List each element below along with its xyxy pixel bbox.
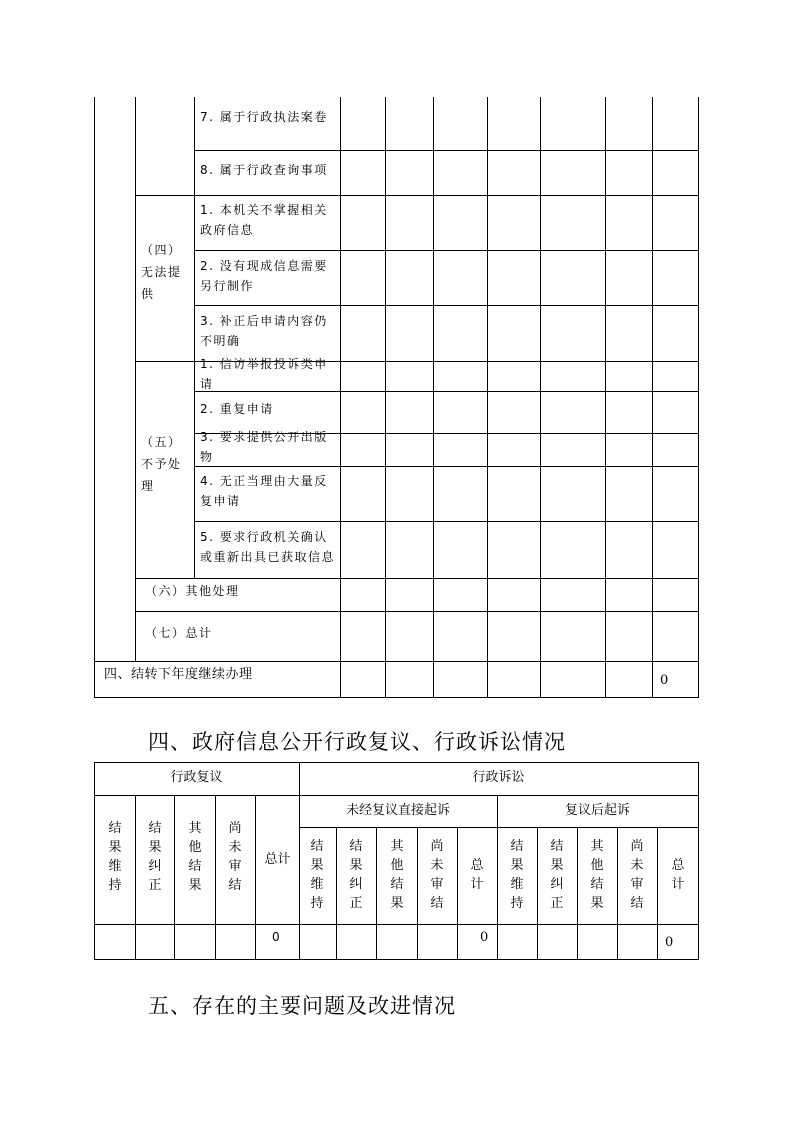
row-label: 3. 要求提供公开出版物 <box>200 430 328 464</box>
group-label-not-processed: （五） 不予处 理 <box>141 435 182 493</box>
review-header: 行政复议 <box>170 770 223 785</box>
carry-over-label: 四、结转下年度继续办理 <box>104 667 253 682</box>
after-col-pending: 尚 未 审 结 <box>630 839 644 911</box>
group-label-cannot-provide: （四） 无法提 供 <box>141 243 182 301</box>
direct-col-corrected: 结 果 纠 正 <box>349 839 363 911</box>
after-col-corrected: 结 果 纠 正 <box>550 839 564 911</box>
other-handling-label: （六）其他处理 <box>145 584 240 598</box>
review-col-total: 总计 <box>264 852 291 867</box>
direct-col-pending: 尚 未 审 结 <box>430 839 444 911</box>
after-review-header: 复议后起诉 <box>564 803 630 818</box>
review-col-pending: 尚 未 审 结 <box>228 821 242 893</box>
row-label: 2. 重复申请 <box>200 402 274 416</box>
direct-total-value: 0 <box>480 930 489 945</box>
direct-col-total: 总 计 <box>470 858 484 892</box>
review-total-value: 0 <box>272 930 280 944</box>
litigation-header: 行政诉讼 <box>472 770 525 785</box>
section5-title: 五、存在的主要问题及改进情况 <box>148 994 456 1018</box>
row-label: 1. 信访举报投诉类申请 <box>200 357 328 391</box>
total-label: （七）总计 <box>145 626 213 640</box>
direct-col-other: 其 他 结 果 <box>390 839 404 911</box>
after-col-total: 总 计 <box>671 858 685 892</box>
row-label: 2. 没有现成信息需要另行制作 <box>200 259 328 293</box>
row-label: 4. 无正当理由大量反复申请 <box>200 474 328 508</box>
row-label: 7. 属于行政执法案卷 <box>200 110 328 124</box>
review-col-corrected: 结 果 纠 正 <box>148 821 162 893</box>
section4-title: 四、政府信息公开行政复议、行政诉讼情况 <box>148 730 566 754</box>
review-col-other: 其 他 结 果 <box>188 821 202 893</box>
after-col-upheld: 结 果 维 持 <box>510 839 524 911</box>
after-col-other: 其 他 结 果 <box>590 839 604 911</box>
review-col-upheld: 结 果 维 持 <box>108 821 122 893</box>
direct-col-upheld: 结 果 维 持 <box>310 839 324 911</box>
direct-suit-header: 未经复议直接起诉 <box>345 803 450 818</box>
row-label: 1. 本机关不掌握相关政府信息 <box>200 203 328 237</box>
row-label: 3. 补正后申请内容仍不明确 <box>200 314 328 348</box>
row-label: 8. 属于行政查询事项 <box>200 163 328 177</box>
row-label: 5. 要求行政机关确认或重新出具已获取信息 <box>200 530 336 564</box>
after-total-value: 0 <box>665 935 674 950</box>
carry-over-value: 0 <box>660 673 669 688</box>
